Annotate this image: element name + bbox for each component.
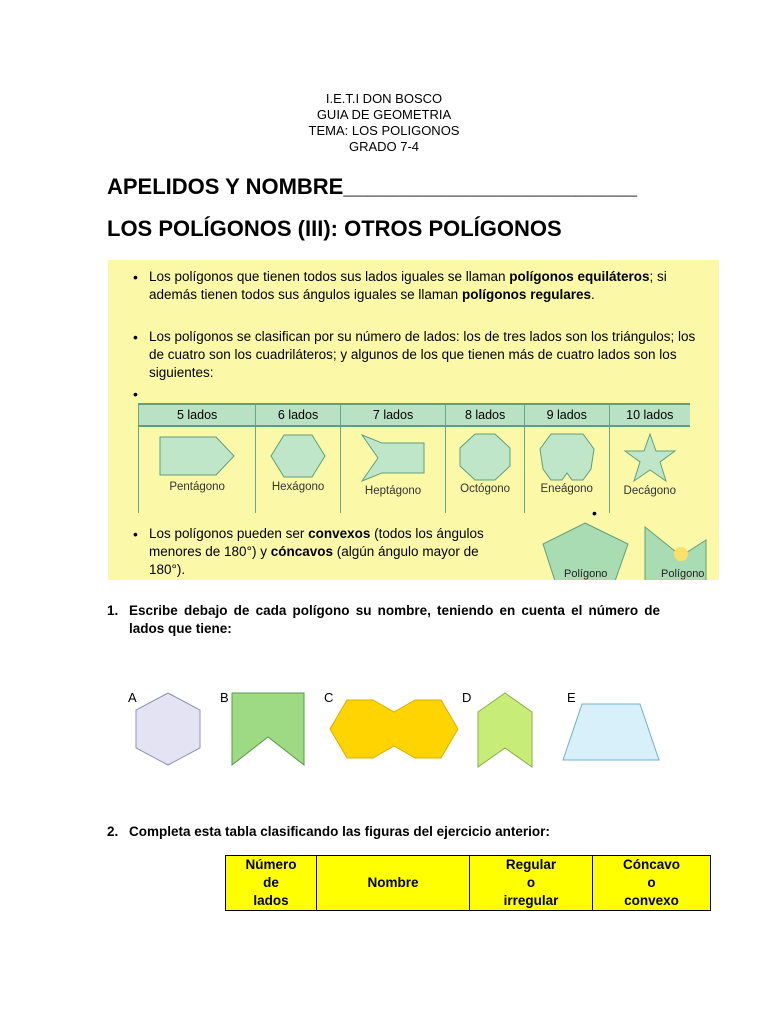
trapezoid-e-icon [562, 703, 660, 761]
cell-hexagon [256, 426, 341, 513]
exercise-2-number: 2. [107, 824, 119, 839]
exercise-1-text: Escribe debajo de cada polígono su nombre, teniendo en cuenta el número de lados que tiene: [129, 603, 660, 636]
concave-hexagon-d-icon [477, 692, 533, 768]
exercise-1-number: 1. [107, 603, 119, 618]
col-number-of-sides [226, 856, 317, 911]
bullet-classification: • Los polígonos se clasifican por su número de lados: los de tres lados son los triángulos; los de cuatro son los cuadriláteros; y algunos de los que tienen más de cuatro lados son los siguientes: [149, 328, 704, 382]
enneagon-icon [539, 433, 595, 481]
label-b: B [220, 690, 229, 705]
header-text: irregular [503, 893, 559, 908]
hexagon-label: Hexágono [271, 481, 325, 493]
concave-decagon-c-icon [329, 692, 459, 766]
octagon-label: Octógono [460, 483, 511, 495]
col-concave-convex [593, 856, 711, 911]
student-name-line[interactable]: APELIDOS Y NOMBRE________________________ [107, 174, 637, 199]
concave-label: Polígono [661, 568, 705, 580]
pentagon-label: Pentágono [169, 481, 225, 493]
header-9-sides: 9 lados [524, 404, 609, 426]
exercise-1 [107, 602, 660, 638]
header-text: lados [253, 893, 289, 908]
header-text: o [647, 875, 656, 890]
header-5-sides: 5 lados [139, 404, 256, 426]
header-text: Cóncavo [622, 857, 680, 872]
octagon-icon [459, 433, 511, 481]
bullet-text: . [590, 287, 595, 302]
term-regular: polígonos regulares [461, 287, 591, 302]
bullet-text: Los polígonos pueden ser [149, 526, 309, 541]
info-box [108, 260, 719, 580]
guide-topic: TEMA: LOS POLIGONOS [308, 123, 460, 138]
header-text: convexo [624, 893, 679, 908]
decagon-label: Decágono [623, 485, 676, 497]
cell-decagon [609, 426, 690, 513]
exercise-2 [107, 823, 550, 841]
polygon-table-header-row [139, 404, 691, 426]
cell-heptagon [340, 426, 445, 513]
cell-enneagon [524, 426, 609, 513]
convex-label: Polígono [564, 568, 608, 580]
grade: GRADO 7-4 [348, 139, 420, 154]
col-name: Nombre [317, 856, 470, 911]
cell-octagon [446, 426, 525, 513]
star-decagon-icon [623, 433, 677, 483]
header-8-sides: 8 lados [446, 404, 525, 426]
bullet-text: (algún ángulo mayor de 180°). [149, 544, 479, 577]
heptagon-icon [358, 433, 428, 483]
enneagon-label: Eneágono [540, 483, 593, 495]
classification-table [225, 855, 711, 911]
heptagon-label: Heptágono [364, 485, 422, 497]
bullet-text: Los polígonos que tienen todos sus lados iguales se llaman [149, 269, 510, 284]
pentagon-icon [158, 433, 236, 479]
header-text: de [263, 875, 279, 890]
header-6-sides: 6 lados [256, 404, 341, 426]
hexagon-a-icon [135, 692, 201, 766]
header-text: Regular [505, 857, 557, 872]
header-10-sides: 10 lados [609, 404, 690, 426]
bullet-text: (todos los ángulos menores de 180°) y [149, 526, 484, 559]
polygon-table-shape-row [139, 426, 691, 513]
cell-pentagon [139, 426, 256, 513]
polygon-types-table [138, 403, 690, 513]
classification-header-row [226, 856, 711, 911]
col-regular-irregular [470, 856, 593, 911]
guide-subject: GUIA DE GEOMETRIA [316, 107, 452, 122]
header-7-sides: 7 lados [340, 404, 445, 426]
label-a: A [128, 690, 137, 705]
term-convex: convexos [308, 526, 371, 541]
school-header [0, 91, 768, 155]
label-c: C [324, 690, 334, 705]
section-title: LOS POLÍGONOS (III): OTROS POLÍGONOS [107, 216, 562, 241]
header-text: o [526, 875, 536, 890]
term-equilateral: polígonos equiláteros [509, 269, 650, 284]
bullet-text: ; si además tienen todos sus ángulos iguales se llaman [149, 269, 667, 302]
label-e: E [567, 690, 576, 705]
label-d: D [462, 690, 472, 705]
header-text: Número [245, 857, 297, 872]
bullet-convex-concave [149, 525, 489, 579]
hexagon-icon [270, 433, 326, 479]
school-name: I.E.T.I DON BOSCO [325, 91, 443, 106]
concave-pentagon-b-icon [231, 692, 305, 766]
term-concave: cóncavos [270, 544, 333, 559]
bullet-equilateral [149, 268, 669, 304]
exercise-2-text: Completa esta tabla clasificando las figuras del ejercicio anterior: [129, 824, 550, 839]
